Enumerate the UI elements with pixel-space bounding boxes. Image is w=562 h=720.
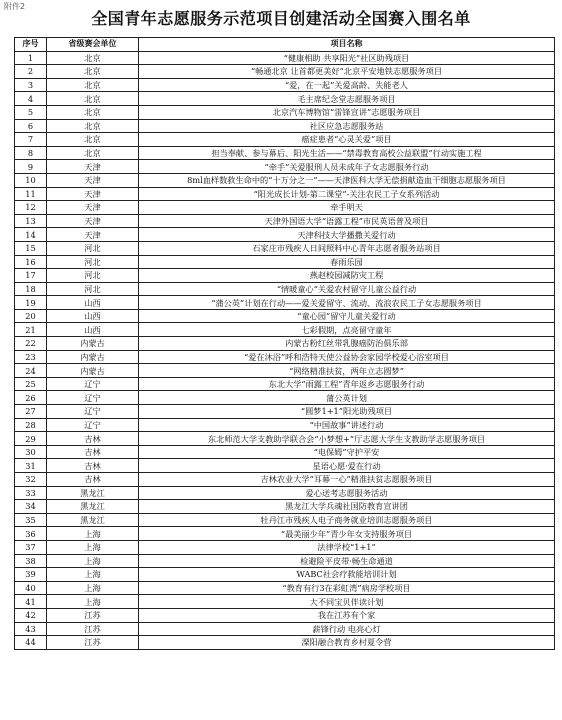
row-project-name: 吉林农业大学“耳幕一心”精准扶贫志愿服务项目 — [139, 473, 555, 487]
row-index: 9 — [15, 160, 47, 174]
row-project-name: “童心园”留守儿童关爱行动 — [139, 309, 555, 323]
row-index: 1 — [15, 51, 47, 65]
row-unit: 河北 — [47, 255, 139, 269]
table-row — [15, 105, 555, 119]
table-row — [15, 146, 555, 160]
table-row — [15, 377, 555, 391]
row-project-name: 北京汽车博物馆“雷锋宣讲”志愿服务项目 — [139, 105, 555, 119]
row-project-name: 8ml血样数救生命中的“十万分之一”——天津医科大学无偿捐献造血干细胞志愿服务项目 — [139, 173, 555, 187]
row-index: 38 — [15, 554, 47, 568]
row-project-name: “爱在沐浴”呼和浩特天使公益协会家园学校爱心浴室项目 — [139, 350, 555, 364]
row-unit: 北京 — [47, 119, 139, 133]
row-unit: 山西 — [47, 323, 139, 337]
row-project-name: “电保姆”守护平安 — [139, 445, 555, 459]
row-project-name: 东北师范大学支教助学联合会“小梦想+”厅志愿大学生支教助学志愿服务项目 — [139, 432, 555, 446]
table-row — [15, 554, 555, 568]
row-project-name: “爱，在一起”关爱高龄、失能老人 — [139, 78, 555, 92]
row-project-name: 黑龙江大学兵魂社国防教育宣讲团 — [139, 500, 555, 514]
row-unit: 河北 — [47, 282, 139, 296]
header-index: 序号 — [15, 38, 47, 52]
row-index: 31 — [15, 459, 47, 473]
row-project-name: 大不同宝贝伴读计划 — [139, 595, 555, 609]
row-unit: 天津 — [47, 187, 139, 201]
row-unit: 江苏 — [47, 636, 139, 650]
row-project-name: “网络精准扶贫，两年立志圆梦” — [139, 364, 555, 378]
table-row — [15, 391, 555, 405]
row-index: 39 — [15, 568, 47, 582]
row-index: 28 — [15, 418, 47, 432]
row-project-name: 星语心愿·爱在行动 — [139, 459, 555, 473]
table-row — [15, 92, 555, 106]
row-unit: 内蒙古 — [47, 364, 139, 378]
row-index: 36 — [15, 527, 47, 541]
row-project-name: 天津外国语大学“语露工程”市民英语普及项目 — [139, 214, 555, 228]
table-row — [15, 173, 555, 187]
row-unit: 上海 — [47, 527, 139, 541]
row-unit: 北京 — [47, 78, 139, 92]
table-row — [15, 241, 555, 255]
table-row — [15, 432, 555, 446]
row-project-name: 蒲公英计划 — [139, 391, 555, 405]
table-row — [15, 595, 555, 609]
row-index: 30 — [15, 445, 47, 459]
attachment-label: 附件2 — [4, 2, 26, 11]
row-project-name: 癌症患者“心灵关爱”项目 — [139, 133, 555, 147]
row-project-name: “阳光成长计划-第二课堂”-关注农民工子女系列活动 — [139, 187, 555, 201]
row-project-name: 检避险平皮带·畅生命通道 — [139, 554, 555, 568]
table-row — [15, 608, 555, 622]
page-title: 全国青年志愿服务示范项目创建活动全国赛入围名单 — [91, 9, 471, 28]
row-unit: 山西 — [47, 309, 139, 323]
row-unit: 北京 — [47, 65, 139, 79]
row-index: 35 — [15, 513, 47, 527]
table-row — [15, 405, 555, 419]
row-project-name: 东北大学“雨露工程”青年返乡志愿服务行动 — [139, 377, 555, 391]
table-row — [15, 581, 555, 595]
row-project-name: 燕赵校园减防灾工程 — [139, 269, 555, 283]
table-row — [15, 350, 555, 364]
table-row — [15, 228, 555, 242]
row-project-name: 我在江苏有个家 — [139, 608, 555, 622]
row-index: 25 — [15, 377, 47, 391]
table-row — [15, 636, 555, 650]
row-index: 40 — [15, 581, 47, 595]
row-unit: 吉林 — [47, 432, 139, 446]
row-index: 32 — [15, 473, 47, 487]
nominee-table — [14, 37, 555, 650]
table-row — [15, 119, 555, 133]
table-row — [15, 187, 555, 201]
table-body — [15, 51, 555, 649]
table-row — [15, 214, 555, 228]
row-unit: 江苏 — [47, 608, 139, 622]
row-unit: 辽宁 — [47, 391, 139, 405]
row-unit: 山西 — [47, 296, 139, 310]
table-header-row — [15, 38, 555, 52]
table-row — [15, 459, 555, 473]
table-row — [15, 133, 555, 147]
row-unit: 内蒙古 — [47, 337, 139, 351]
row-project-name: 溧阳融合教育乡村夏令营 — [139, 636, 555, 650]
row-project-name: “中国故事”讲述行动 — [139, 418, 555, 432]
row-index: 16 — [15, 255, 47, 269]
row-project-name: 社区应急志愿服务站 — [139, 119, 555, 133]
row-unit: 北京 — [47, 51, 139, 65]
row-unit: 天津 — [47, 201, 139, 215]
table-row — [15, 255, 555, 269]
row-index: 29 — [15, 432, 47, 446]
row-unit: 河北 — [47, 241, 139, 255]
row-unit: 河北 — [47, 269, 139, 283]
row-unit: 上海 — [47, 595, 139, 609]
row-project-name: 牡丹江市残疾人电子商务就业培训志愿服务项目 — [139, 513, 555, 527]
table-row — [15, 296, 555, 310]
table-row — [15, 269, 555, 283]
row-unit: 吉林 — [47, 459, 139, 473]
row-unit: 江苏 — [47, 622, 139, 636]
header-project: 项目名称 — [139, 38, 555, 52]
row-unit: 上海 — [47, 540, 139, 554]
table-row — [15, 513, 555, 527]
row-project-name: 春雨乐园 — [139, 255, 555, 269]
row-index: 13 — [15, 214, 47, 228]
row-index: 33 — [15, 486, 47, 500]
row-unit: 上海 — [47, 581, 139, 595]
row-unit: 天津 — [47, 214, 139, 228]
table-row — [15, 473, 555, 487]
row-unit: 北京 — [47, 133, 139, 147]
row-unit: 黑龙江 — [47, 486, 139, 500]
row-project-name: 担当奉献、参与幕后、阳光生活——“禁毒教育高校公益联盟”行动实施工程 — [139, 146, 555, 160]
table-row — [15, 500, 555, 514]
row-index: 20 — [15, 309, 47, 323]
table-row — [15, 309, 555, 323]
row-unit: 黑龙江 — [47, 500, 139, 514]
table-row — [15, 540, 555, 554]
row-index: 17 — [15, 269, 47, 283]
row-unit: 上海 — [47, 568, 139, 582]
row-index: 2 — [15, 65, 47, 79]
table-row — [15, 568, 555, 582]
row-index: 42 — [15, 608, 47, 622]
row-project-name: 法律学校“1+1” — [139, 540, 555, 554]
row-unit: 辽宁 — [47, 377, 139, 391]
row-project-name: “牵手”关爱服刑人员未成年子女志愿服务行动 — [139, 160, 555, 174]
row-project-name: WABC社会疗救能培训计划 — [139, 568, 555, 582]
row-index: 4 — [15, 92, 47, 106]
table-row — [15, 486, 555, 500]
row-unit: 吉林 — [47, 473, 139, 487]
row-project-name: 石家庄市残疾人日间照料中心青年志愿者服务站项目 — [139, 241, 555, 255]
header-unit: 省级赛会单位 — [47, 38, 139, 52]
table-row — [15, 78, 555, 92]
row-project-name: “最美丽少年”青少年女支持服务项目 — [139, 527, 555, 541]
row-unit: 内蒙古 — [47, 350, 139, 364]
row-unit: 天津 — [47, 160, 139, 174]
row-unit: 天津 — [47, 228, 139, 242]
row-unit: 北京 — [47, 146, 139, 160]
table-row — [15, 323, 555, 337]
row-index: 19 — [15, 296, 47, 310]
row-index: 26 — [15, 391, 47, 405]
row-project-name: 牵手明天 — [139, 201, 555, 215]
row-index: 27 — [15, 405, 47, 419]
row-index: 21 — [15, 323, 47, 337]
row-project-name: 毛主席纪念堂志愿服务项目 — [139, 92, 555, 106]
row-project-name: “健康相助 共享阳光”社区助残项目 — [139, 51, 555, 65]
row-index: 8 — [15, 146, 47, 160]
row-project-name: 薪锋行动 电亮心灯 — [139, 622, 555, 636]
row-project-name: 天津科技大学播撒关爱行动 — [139, 228, 555, 242]
table-row — [15, 527, 555, 541]
row-index: 23 — [15, 350, 47, 364]
row-index: 34 — [15, 500, 47, 514]
row-index: 14 — [15, 228, 47, 242]
row-project-name: 七彩假期，点亮留守童年 — [139, 323, 555, 337]
row-index: 12 — [15, 201, 47, 215]
row-project-name: “畅通北京 让首都更美好”北京平安地铁志愿服务项目 — [139, 65, 555, 79]
row-project-name: “圆梦1+1”阳光助残项目 — [139, 405, 555, 419]
row-index: 18 — [15, 282, 47, 296]
row-project-name: “情暖童心”关爱农村留守儿童公益行动 — [139, 282, 555, 296]
row-index: 5 — [15, 105, 47, 119]
table-row — [15, 337, 555, 351]
row-index: 15 — [15, 241, 47, 255]
row-index: 11 — [15, 187, 47, 201]
row-unit: 吉林 — [47, 445, 139, 459]
table-row — [15, 51, 555, 65]
table-row — [15, 65, 555, 79]
row-unit: 辽宁 — [47, 405, 139, 419]
row-index: 44 — [15, 636, 47, 650]
row-project-name: 内蒙古粉红丝带乳腺癌防治俱乐部 — [139, 337, 555, 351]
row-unit: 黑龙江 — [47, 513, 139, 527]
row-index: 7 — [15, 133, 47, 147]
row-index: 10 — [15, 173, 47, 187]
table-row — [15, 282, 555, 296]
row-index: 43 — [15, 622, 47, 636]
row-unit: 上海 — [47, 554, 139, 568]
row-index: 41 — [15, 595, 47, 609]
table-row — [15, 201, 555, 215]
table-row — [15, 418, 555, 432]
table-row — [15, 160, 555, 174]
table-row — [15, 622, 555, 636]
row-project-name: “蒲公英”计划在行动——爱关爱留守、流动、流浪农民工子女志愿服务项目 — [139, 296, 555, 310]
row-index: 24 — [15, 364, 47, 378]
row-index: 37 — [15, 540, 47, 554]
table-row — [15, 364, 555, 378]
row-unit: 辽宁 — [47, 418, 139, 432]
row-index: 6 — [15, 119, 47, 133]
table-row — [15, 445, 555, 459]
row-index: 3 — [15, 78, 47, 92]
row-project-name: 爱心送考志愿服务活动 — [139, 486, 555, 500]
row-unit: 北京 — [47, 92, 139, 106]
row-project-name: “教育有行3在彩虹湾”病房学校项目 — [139, 581, 555, 595]
row-unit: 北京 — [47, 105, 139, 119]
row-index: 22 — [15, 337, 47, 351]
row-unit: 天津 — [47, 173, 139, 187]
